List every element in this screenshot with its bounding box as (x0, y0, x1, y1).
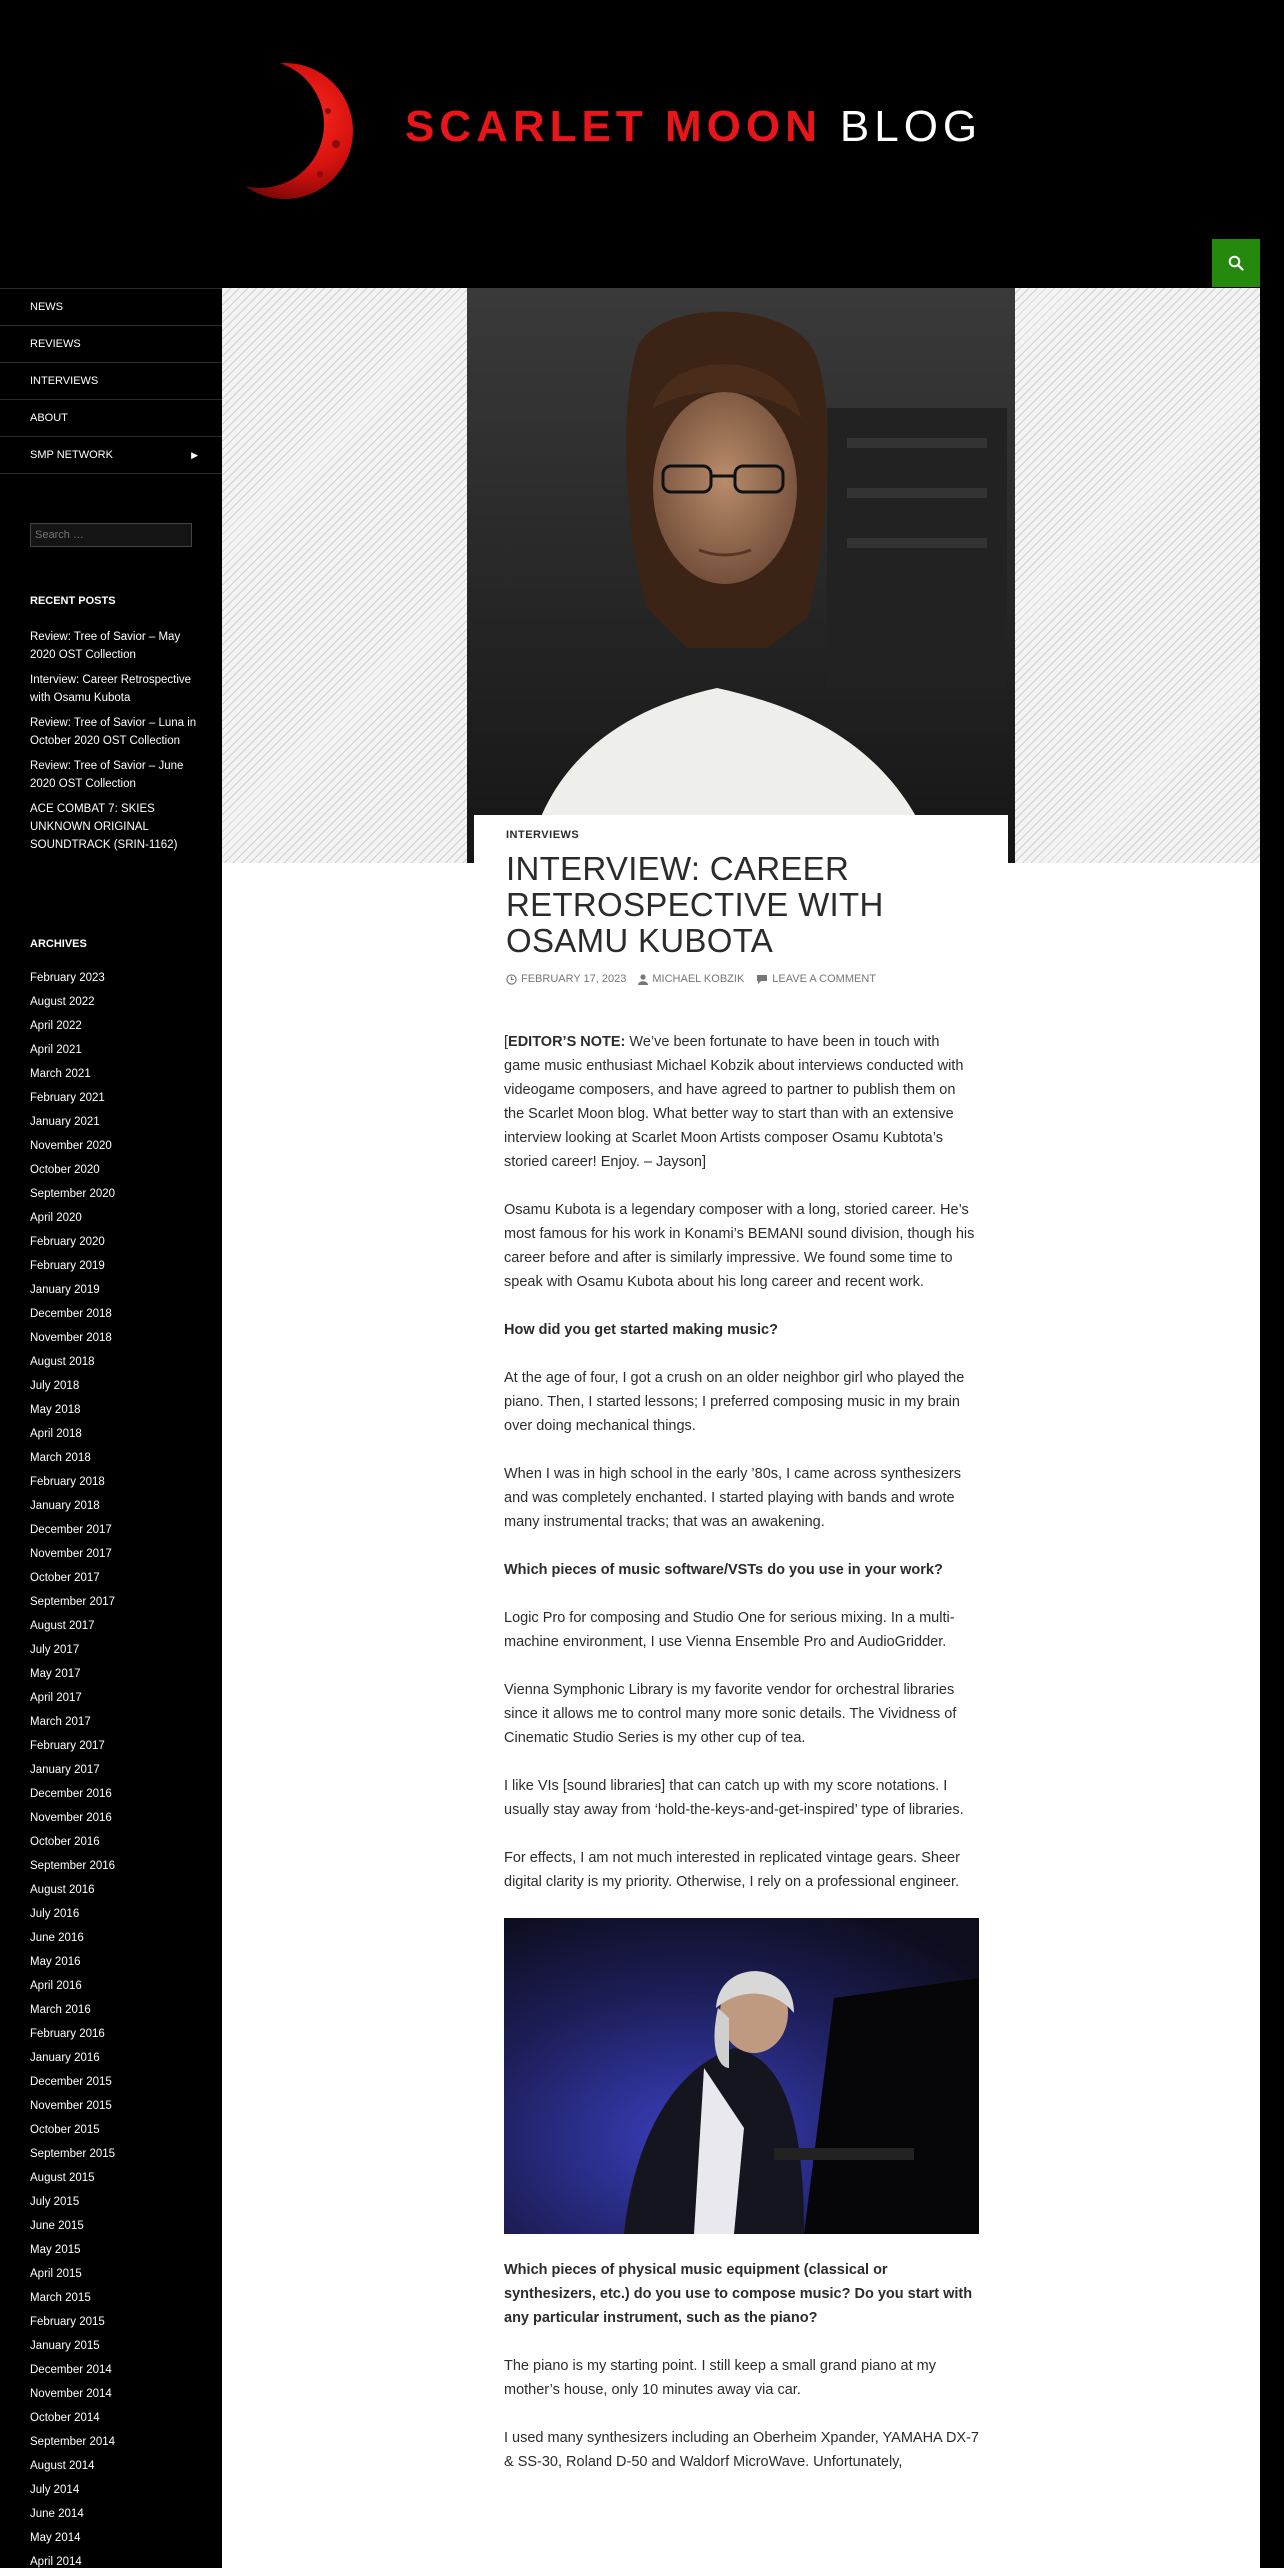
entry-header (474, 815, 1008, 985)
archive-link[interactable]: October 2014 (30, 2412, 100, 2424)
archive-link[interactable]: April 2021 (30, 1044, 82, 1056)
archive-link[interactable]: February 2023 (30, 972, 105, 984)
archive-link[interactable]: December 2016 (30, 1788, 112, 1800)
primary-navigation (0, 288, 222, 474)
archive-link[interactable]: March 2016 (30, 2004, 91, 2016)
sidebar-search-input[interactable] (30, 523, 192, 547)
answer-2-paragraph-2: Vienna Symphonic Library is my favorite vendor for orchestral libraries since it allows me to control many more sonic details. The Vividness of Cinematic Studio Series is my other cup of tea. (504, 1682, 957, 1746)
archive-link[interactable]: September 2017 (30, 1596, 116, 1608)
editor-note (504, 1030, 979, 1174)
archive-link[interactable]: December 2015 (30, 2076, 112, 2088)
question-2: Which pieces of music software/VSTs do you use in your work? (504, 1562, 943, 1578)
archive-link[interactable]: April 2017 (30, 1692, 82, 1704)
answer-2-paragraph-4: For effects, I am not much interested in replicated vintage gears. Sheer digital clarity is my priority. Otherwise, I rely on a professional engineer. (504, 1850, 960, 1890)
archive-link[interactable]: February 2016 (30, 2028, 105, 2040)
archive-link[interactable]: July 2017 (30, 1644, 80, 1656)
archives-title: ARCHIVES (30, 938, 87, 950)
answer-1-paragraph-1: At the age of four, I got a crush on an older neighbor girl who played the piano. Then, I started lessons; I preferred composing music in my brain over doing mechanical things. (504, 1370, 965, 1434)
nav-item-label: SMP NETWORK (30, 449, 113, 461)
archive-link[interactable]: April 2022 (30, 1020, 82, 1032)
site-title-red: SCARLET MOON (405, 102, 822, 151)
answer-3-paragraph-2: I used many synthesizers including an Oberheim Xpander, YAMAHA DX-7 & SS-30, Roland D-50 and Waldorf MicroWave. Unfortunately, (504, 2430, 979, 2470)
archive-link[interactable]: June 2016 (30, 1932, 84, 1944)
archive-link[interactable]: October 2015 (30, 2124, 100, 2136)
archive-link[interactable]: June 2014 (30, 2508, 84, 2520)
archive-link[interactable]: November 2020 (30, 1140, 112, 1152)
archive-link[interactable]: May 2014 (30, 2532, 81, 2544)
archive-link[interactable]: April 2015 (30, 2268, 82, 2280)
post-author-text: MICHAEL KOBZIK (652, 973, 745, 985)
editor-note-bracket: [ (504, 1034, 509, 1050)
recent-post-link[interactable]: Review: Tree of Savior – June 2020 OST Collection (30, 760, 184, 790)
question-1: How did you get started making music? (504, 1322, 778, 1338)
entry-meta (506, 973, 976, 985)
recent-post-link[interactable]: Review: Tree of Savior – May 2020 OST Collection (30, 631, 181, 661)
archive-link[interactable]: November 2017 (30, 1548, 112, 1560)
clock-icon (506, 974, 517, 985)
archive-link[interactable]: December 2014 (30, 2364, 112, 2376)
archive-link[interactable]: January 2016 (30, 2052, 100, 2064)
archive-link[interactable]: August 2018 (30, 1356, 95, 1368)
archive-link[interactable]: November 2015 (30, 2100, 112, 2112)
moon-logo-icon[interactable] (210, 56, 360, 206)
archive-link[interactable]: July 2018 (30, 1380, 80, 1392)
archive-link[interactable]: December 2018 (30, 1308, 112, 1320)
answer-2-paragraph-3: I like VIs [sound libraries] that can catch up with my score notations. I usually stay away from ‘hold-the-keys-and-get-inspired’ type of libraries. (504, 1778, 964, 1818)
archive-link[interactable]: August 2017 (30, 1620, 95, 1632)
piano-performance-illustration (504, 1918, 979, 2234)
archive-link[interactable]: May 2017 (30, 1668, 81, 1680)
archive-link[interactable]: February 2020 (30, 1236, 105, 1248)
user-icon (638, 974, 648, 985)
archive-link[interactable]: May 2015 (30, 2244, 81, 2256)
archive-link[interactable]: February 2019 (30, 1260, 105, 1272)
answer-3-paragraph-1: The piano is my starting point. I still keep a small grand piano at my mother’s house, only 10 minutes away via car. (504, 2358, 936, 2398)
archive-link[interactable]: March 2017 (30, 1716, 91, 1728)
archive-link[interactable]: February 2015 (30, 2316, 105, 2328)
archive-link[interactable]: October 2016 (30, 1836, 100, 1848)
archive-link[interactable]: March 2018 (30, 1452, 91, 1464)
nav-item-label: ABOUT (30, 412, 68, 424)
archive-link[interactable]: January 2015 (30, 2340, 100, 2352)
recent-posts-list (30, 628, 200, 861)
post-author[interactable] (638, 973, 744, 985)
archive-link[interactable]: October 2017 (30, 1572, 100, 1584)
nav-item-interviews[interactable] (0, 363, 222, 400)
archive-link[interactable]: August 2016 (30, 1884, 95, 1896)
post-date[interactable] (506, 973, 626, 985)
sidebar (0, 288, 222, 2568)
archive-link[interactable]: August 2014 (30, 2460, 95, 2472)
portrait-illustration (467, 288, 1015, 863)
archive-link[interactable]: April 2020 (30, 1212, 82, 1224)
question-3: Which pieces of physical music equipment (classical or synthesizers, etc.) do you use to compose music? Do you start with any particular instrument, such as the piano? (504, 2262, 973, 2326)
comments-link-text: LEAVE A COMMENT (772, 973, 876, 985)
nav-item-label: INTERVIEWS (30, 375, 99, 387)
archive-link[interactable]: February 2021 (30, 1092, 105, 1104)
entry-content (504, 1030, 979, 2498)
nav-item-label: NEWS (30, 301, 63, 313)
archive-link[interactable]: June 2015 (30, 2220, 84, 2232)
intro-paragraph: Osamu Kubota is a legendary composer with a long, storied career. He’s most famous for his work in Konami’s BEMANI sound division, though his career before and after is similarly impressive. We found some time to speak with Osamu Kubota about his long career and recent work. (504, 1202, 975, 1290)
archive-link[interactable]: September 2014 (30, 2436, 116, 2448)
archive-link[interactable]: October 2020 (30, 1164, 100, 1176)
main-content (222, 288, 1260, 2568)
archive-link[interactable]: November 2014 (30, 2388, 112, 2400)
comments-link[interactable] (756, 973, 876, 985)
comment-icon (756, 974, 768, 985)
chevron-right-icon: ▶ (191, 449, 198, 460)
answer-1-paragraph-2: When I was in high school in the early ’80s, I came across synthesizers and was completely enchanted. I started playing with bands and wrote many instrumental tracks; that was an awakening. (504, 1466, 961, 1530)
nav-item-about[interactable] (0, 400, 222, 437)
archive-link[interactable]: January 2017 (30, 1764, 100, 1776)
archive-link[interactable]: November 2018 (30, 1332, 112, 1344)
search-icon (1228, 255, 1244, 271)
archive-link[interactable]: March 2021 (30, 1068, 91, 1080)
archive-link[interactable]: September 2020 (30, 1188, 116, 1200)
site-title[interactable] (405, 102, 982, 152)
archive-link[interactable]: April 2018 (30, 1428, 82, 1440)
editor-note-label: EDITOR’S NOTE: (508, 1034, 626, 1050)
page-right-edge (1260, 288, 1284, 2568)
archive-link[interactable]: May 2016 (30, 1956, 81, 1968)
nav-item-label: REVIEWS (30, 338, 81, 350)
nav-item-news[interactable] (0, 289, 222, 326)
featured-image-osamu-kubota[interactable] (467, 288, 1015, 863)
site-title-white: BLOG (839, 102, 983, 151)
content-image-piano-performance[interactable] (504, 1918, 979, 2234)
archive-link[interactable]: January 2018 (30, 1500, 100, 1512)
archive-link[interactable]: September 2015 (30, 2148, 116, 2160)
archive-link[interactable]: March 2015 (30, 2292, 91, 2304)
site-header (0, 0, 1284, 288)
recent-post-link[interactable]: Interview: Career Retrospective with Osamu Kubota (30, 674, 192, 704)
archive-link[interactable]: July 2014 (30, 2484, 80, 2496)
archive-link[interactable]: January 2019 (30, 1284, 100, 1296)
archive-link[interactable]: February 2018 (30, 1476, 105, 1488)
archive-link[interactable]: January 2021 (30, 1116, 100, 1128)
archive-link[interactable]: November 2016 (30, 1812, 112, 1824)
post-date-text: FEBRUARY 17, 2023 (521, 973, 627, 985)
search-toggle-button[interactable] (1212, 239, 1260, 287)
archive-link[interactable]: May 2018 (30, 1404, 81, 1416)
category-link[interactable]: INTERVIEWS (506, 829, 580, 841)
recent-post-link[interactable]: ACE COMBAT 7: SKIES UNKNOWN ORIGINAL SOUNDTRACK (SRIN-1162) (30, 803, 178, 851)
archive-link[interactable]: April 2016 (30, 1980, 82, 1992)
archive-link[interactable]: August 2022 (30, 996, 95, 1008)
nav-item-smp-network[interactable] (0, 437, 222, 474)
archive-link[interactable]: September 2016 (30, 1860, 116, 1872)
editor-note-text: We’ve been fortunate to have been in touch with game music enthusiast Michael Kobzik about interviews conducted with videogame composers, and have agreed to partner to publish them on the Scarlet Moon blog. What better way to start than with an extensive interview looking at Scarlet Moon Artists composer Osamu Kubtota’s storied career! Enjoy. – Jayson] (504, 1034, 964, 1170)
archive-link[interactable]: April 2014 (30, 2556, 82, 2568)
nav-item-reviews[interactable] (0, 326, 222, 363)
recent-posts-title: RECENT POSTS (30, 595, 116, 607)
archives-list (30, 971, 200, 2568)
archive-link[interactable]: August 2015 (30, 2172, 95, 2184)
post-title: INTERVIEW: CAREER RETROSPECTIVE WITH OSAMU KUBOTA (506, 850, 884, 959)
archive-link[interactable]: December 2017 (30, 1524, 112, 1536)
answer-2-paragraph-1: Logic Pro for composing and Studio One for serious mixing. In a multi-machine environment, I use Vienna Ensemble Pro and AudioGridder. (504, 1610, 955, 1650)
archive-link[interactable]: February 2017 (30, 1740, 105, 1752)
recent-post-link[interactable]: Review: Tree of Savior – Luna in October 2020 OST Collection (30, 717, 197, 747)
archive-link[interactable]: July 2016 (30, 1908, 80, 1920)
archive-link[interactable]: July 2015 (30, 2196, 80, 2208)
